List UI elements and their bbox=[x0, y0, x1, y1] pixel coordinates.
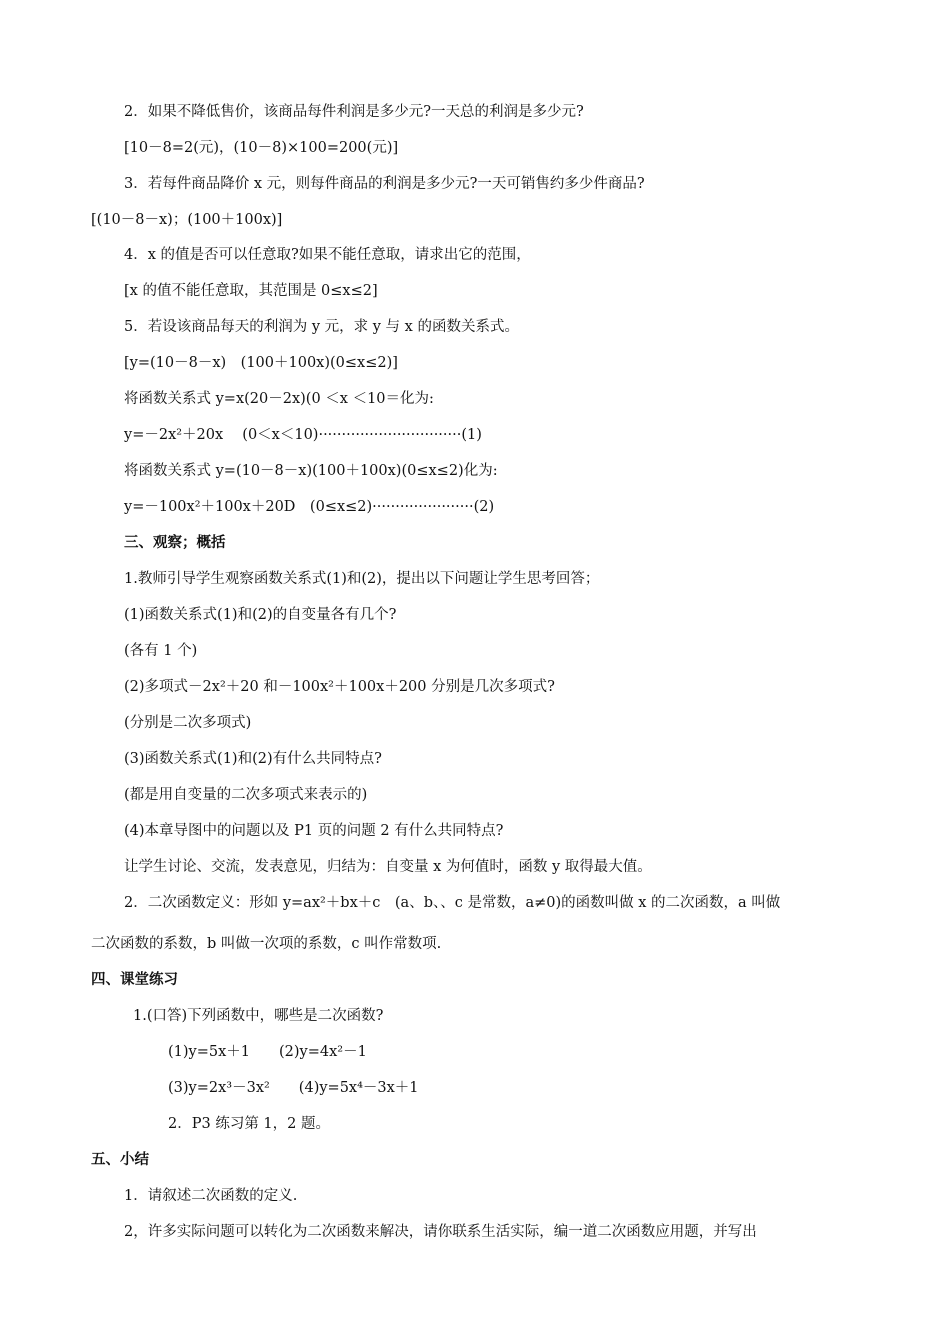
exercise-1-items-b: (3)y=2x³－3x² (4)y=5x⁴－3x＋1 bbox=[168, 1080, 419, 1096]
question-5: 5．若设该商品每天的利润为 y 元，求 y 与 x 的函数关系式。 bbox=[124, 319, 519, 335]
observe-q3: (3)函数关系式(1)和(2)有什么共同特点? bbox=[124, 751, 382, 767]
observe-a1: (各有 1 个) bbox=[124, 643, 198, 659]
section-heading-3: 三、观察；概括 bbox=[124, 535, 226, 551]
answer-4: [x 的值不能任意取，其范围是 0≤x≤2] bbox=[124, 283, 378, 299]
summary-2: 2，许多实际问题可以转化为二次函数来解决，请你联系生活实际，编一道二次函数应用题，并写出 bbox=[124, 1224, 757, 1240]
answer-2: [10－8=2(元)，(10－8)×100=200(元)] bbox=[124, 140, 399, 156]
section-heading-5: 五、小结 bbox=[91, 1152, 149, 1168]
question-4: 4．x 的值是否可以任意取?如果不能任意取，请求出它的范围， bbox=[124, 247, 531, 263]
question-2: 2．如果不降低售价，该商品每件利润是多少元?一天总的利润是多少元? bbox=[124, 104, 584, 120]
exercise-1: 1.(口答)下列函数中，哪些是二次函数? bbox=[133, 1008, 384, 1024]
definition-line-1: 2．二次函数定义：形如 y=ax²＋bx＋c (a、b、、c 是常数，a≠0)的函数叫做 x 的二次函数，a 叫做 bbox=[124, 895, 781, 911]
observe-a2: (分别是二次多项式) bbox=[124, 715, 252, 731]
observe-q1: (1)函数关系式(1)和(2)的自变量各有几个? bbox=[124, 607, 397, 623]
exercise-2: 2．P3 练习第 1，2 题。 bbox=[168, 1116, 330, 1132]
formula-2: y=－100x²＋100x＋20D (0≤x≤2)······················(2) bbox=[124, 499, 495, 515]
definition-line-2: 二次函数的系数，b 叫做一次项的系数，c 叫作常数项. bbox=[91, 936, 442, 952]
transform-text-1: 将函数关系式 y=x(20－2x)(0 ＜x ＜10＝化为: bbox=[124, 391, 434, 407]
section-heading-4: 四、课堂练习 bbox=[91, 972, 178, 988]
observe-q4: (4)本章导图中的问题以及 P1 页的问题 2 有什么共同特点? bbox=[124, 823, 504, 839]
observe-intro: 1.教师引导学生观察函数关系式(1)和(2)，提出以下问题让学生思考回答； bbox=[124, 571, 600, 587]
answer-5: [y=(10－8－x) (100＋100x)(0≤x≤2)] bbox=[124, 355, 398, 371]
observe-summary: 让学生讨论、交流，发表意见，归结为：自变量 x 为何值时，函数 y 取得最大值。 bbox=[124, 859, 652, 875]
answer-3: [(10－8－x)；(100＋100x)] bbox=[91, 212, 283, 228]
summary-1: 1．请叙述二次函数的定义. bbox=[124, 1188, 298, 1204]
observe-a3: (都是用自变量的二次多项式来表示的) bbox=[124, 787, 368, 803]
exercise-1-items-a: (1)y=5x＋1 (2)y=4x²－1 bbox=[168, 1044, 367, 1060]
question-3: 3．若每件商品降价 x 元，则每件商品的利润是多少元?一天可销售约多少件商品? bbox=[124, 176, 645, 192]
formula-1: y=－2x²＋20x (0＜x＜10)·······························(1) bbox=[124, 427, 482, 443]
transform-text-2: 将函数关系式 y=(10－8－x)(100＋100x)(0≤x≤2)化为: bbox=[124, 463, 498, 479]
observe-q2: (2)多项式－2x²＋20 和－100x²＋100x＋200 分别是几次多项式? bbox=[124, 679, 555, 695]
